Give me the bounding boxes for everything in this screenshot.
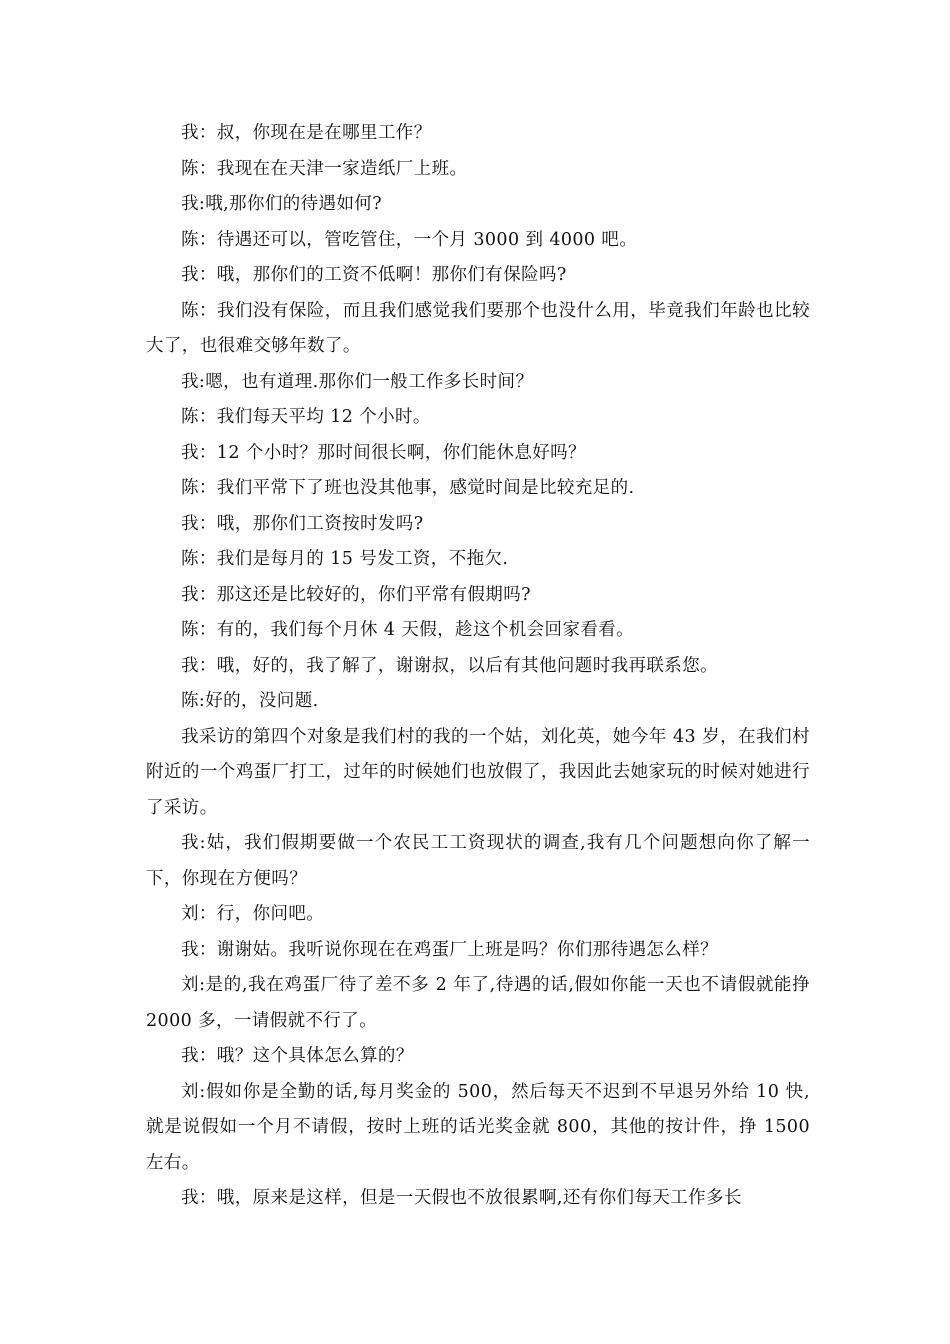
paragraph: 我：那这还是比较好的，你们平常有假期吗? [181,584,531,605]
paragraph: 我：哦，那你们的工资不低啊！那你们有保险吗? [181,265,567,285]
paragraph: 陈：我们平常下了班也没其他事，感觉时间是比较充足的. [181,478,635,498]
paragraph: 我：12 个小时？那时间很长啊，你们能休息好吗？ [181,442,586,463]
paragraph: 刘:假如你是全勤的话,每月奖金的 500，然后每天不迟到不早退另外给 10 快,就是说假如一个月不请假，按时上班的话光奖金就 800，其他的按计件，挣 1500 左右。 [146,1081,810,1173]
paragraph: 我:哦,那你们的待遇如何? [181,194,383,214]
paragraph: 我：谢谢姑。我听说你现在在鸡蛋厂上班是吗？你们那待遇怎么样？ [181,939,718,960]
paragraph: 陈:好的，没问题. [181,691,319,711]
paragraph: 陈：我们每天平均 12 个小时。 [181,407,431,427]
paragraph: 陈：我们没有保险，而且我们感觉我们要那个也没什么用，毕竟我们年龄也比较大了，也很难交够年数了。 [146,300,810,356]
paragraph: 我：哦，原来是这样，但是一天假也不放很累啊,还有你们每天工作多长 [181,1188,742,1208]
paragraph: 陈：我现在在天津一家造纸厂上班。 [181,158,468,179]
paragraph: 我:姑，我们假期要做一个农民工工资现状的调查,我有几个问题想向你了解一下，你现在方便吗？ [146,833,810,889]
paragraph: 我：哦，好的，我了解了，谢谢叔，以后有其他问题时我再联系您。 [181,655,718,676]
paragraph: 我：叔，你现在是在哪里工作？ [181,123,432,143]
paragraph: 我：哦？这个具体怎么算的？ [181,1046,414,1066]
paragraph: 我:嗯，也有道理.那你们一般工作多长时间？ [181,371,534,392]
paragraph: 陈：我们是每月的 15 号发工资，不拖欠. [181,549,509,569]
paragraph: 我采访的第四个对象是我们村的我的一个姑，刘化英，她今年 43 岁，在我们村附近的一个鸡蛋厂打工，过年的时候她们也放假了，我因此去她家玩的时候对她进行了采访。 [146,726,810,818]
paragraph: 陈：待遇还可以，管吃管住，一个月 3000 到 4000 吧。 [181,229,638,250]
interview-text-body [146,116,810,1217]
paragraph: 陈：有的，我们每个月休 4 天假，趁这个机会回家看看。 [181,620,635,640]
paragraph: 刘:是的,我在鸡蛋厂待了差不多 2 年了,待遇的话,假如你能一天也不请假就能挣 2000 多，一请假就不行了。 [146,975,810,1031]
paragraph: 我：哦，那你们工资按时发吗? [181,513,424,534]
paragraph: 刘：行，你问吧。 [181,904,325,924]
